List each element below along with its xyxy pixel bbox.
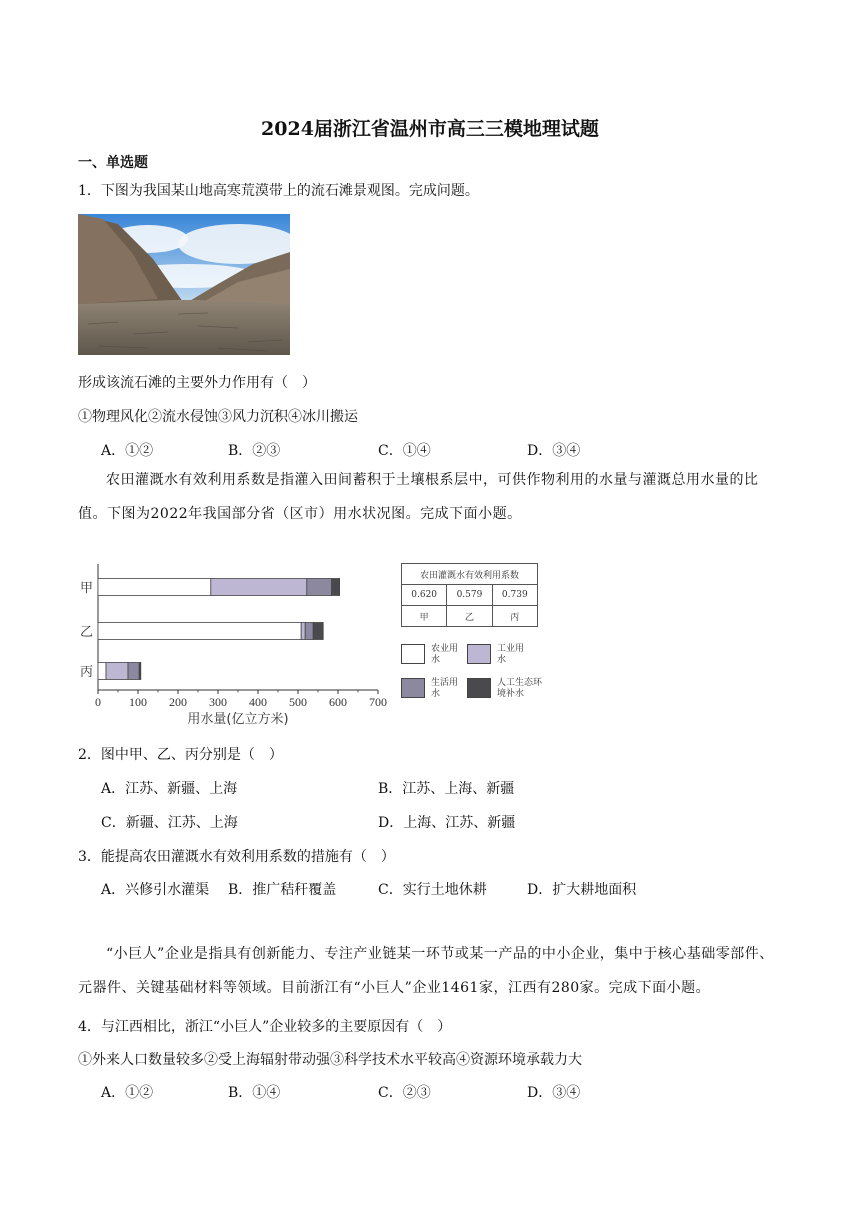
section-heading: 一、单选题	[78, 155, 148, 171]
bar-segment	[139, 663, 141, 680]
q4-stem: 4．与江西相比，浙江“小巨人”企业较多的主要原因有（ ）	[78, 1019, 452, 1035]
category-label: 丙	[80, 665, 94, 680]
q1-question: 形成该流石滩的主要外力作用有（ ）	[78, 375, 316, 391]
q3-option-d[interactable]: D．扩大耕地面积	[527, 882, 637, 898]
q1-stem: 1．下图为我国某山地高寒荒漠带上的流石滩景观图。完成问题。	[78, 183, 479, 199]
legend-swatch-ecological	[467, 678, 491, 698]
table-value-yi: 0.579	[447, 585, 492, 606]
q4-option-c[interactable]: C．②③	[378, 1085, 431, 1101]
x-tick-label: 500	[289, 695, 307, 709]
chart-legend	[401, 640, 561, 710]
bar-segment	[301, 623, 305, 640]
q4-option-d[interactable]: D．③④	[527, 1085, 581, 1101]
q1-option-b[interactable]: B．②③	[228, 443, 281, 459]
water-use-chart	[78, 556, 398, 732]
category-label: 乙	[80, 625, 94, 640]
bar-segment	[98, 663, 106, 680]
bar-segment	[98, 579, 211, 596]
bar-segment	[211, 579, 307, 596]
q1-option-d[interactable]: D．③④	[527, 443, 581, 459]
x-tick-label: 700	[369, 695, 387, 709]
x-tick-label: 400	[249, 695, 267, 709]
q2-stem: 2．图中甲、乙、丙分别是（ ）	[78, 747, 283, 763]
legend-label-industry: 工业用水	[497, 644, 525, 665]
table-value-jia: 0.620	[402, 585, 447, 606]
table-value-bing: 0.739	[492, 585, 537, 606]
x-tick-label: 600	[329, 695, 347, 709]
bar-segment	[128, 663, 139, 680]
q3-stem: 3．能提高农田灌溉水有效利用系数的措施有（ ）	[78, 849, 395, 865]
legend-label-agriculture: 农业用水	[431, 644, 459, 665]
bar-segment	[98, 623, 301, 640]
q3-option-b[interactable]: B．推广秸秆覆盖	[228, 882, 337, 898]
q2-option-a[interactable]: A．江苏、新疆、上海	[101, 781, 238, 797]
q4-option-b[interactable]: B．①④	[228, 1085, 281, 1101]
q3-option-c[interactable]: C．实行土地休耕	[378, 882, 487, 898]
passage-irrigation: 农田灌溉水有效利用系数是指灌入田间蓄积于土壤根系层中，可供作物利用的水量与灌溉总用水量的比值。下图为2022年我国部分省（区市）用水状况图。完成下面小题。	[78, 472, 759, 522]
q2-option-b[interactable]: B．江苏、上海、新疆	[378, 781, 515, 797]
q4-items: ①外来人口数量较多②受上海辐射带动强③科学技术水平较高④资源环境承载力大	[78, 1052, 582, 1068]
irrigation-coefficient-table	[401, 563, 538, 627]
category-label: 甲	[80, 581, 94, 596]
q4-option-a[interactable]: A．①②	[101, 1085, 154, 1101]
bar-segment	[305, 623, 313, 640]
table-region-jia: 甲	[402, 606, 447, 627]
x-tick-label: 0	[95, 695, 101, 709]
water-use-chart-svg	[78, 556, 398, 732]
bar-segment	[307, 579, 332, 596]
table-region-yi: 乙	[447, 606, 492, 627]
x-tick-label: 200	[169, 695, 187, 709]
table-header: 农田灌溉水有效利用系数	[402, 564, 538, 585]
q2-option-d[interactable]: D．上海、江苏、新疆	[378, 815, 516, 831]
q2-option-c[interactable]: C．新疆、江苏、上海	[101, 815, 238, 831]
q1-option-a[interactable]: A．①②	[101, 443, 154, 459]
legend-swatch-agriculture	[401, 644, 425, 664]
q1-option-c[interactable]: C．①④	[378, 443, 431, 459]
x-tick-label: 300	[209, 695, 227, 709]
legend-swatch-domestic	[401, 678, 425, 698]
bar-segment	[332, 579, 340, 596]
q1-items: ①物理风化②流水侵蚀③风力沉积④冰川搬运	[78, 409, 358, 425]
legend-label-domestic: 生活用水	[431, 678, 459, 699]
bar-segment	[106, 663, 128, 680]
table-region-bing: 丙	[492, 606, 537, 627]
x-axis-label: 用水量(亿立方米)	[187, 712, 289, 727]
x-tick-label: 100	[129, 695, 147, 709]
bar-segment	[313, 623, 323, 640]
page-title: 2024届浙江省温州市高三三模地理试题	[261, 118, 599, 140]
legend-label-ecological: 人工生态环境补水	[497, 678, 543, 699]
legend-swatch-industry	[467, 644, 491, 664]
q3-option-a[interactable]: A．兴修引水灌渠	[101, 882, 210, 898]
scree-slope-photo	[78, 214, 290, 355]
passage-little-giant: “小巨人”企业是指具有创新能力、专注产业链某一环节或某一产品的中小企业，集中于核心基础零部件、元器件、关键基础材料等领域。目前浙江有“小巨人”企业1461家，江西有280家。完成下面小题。	[78, 946, 774, 996]
